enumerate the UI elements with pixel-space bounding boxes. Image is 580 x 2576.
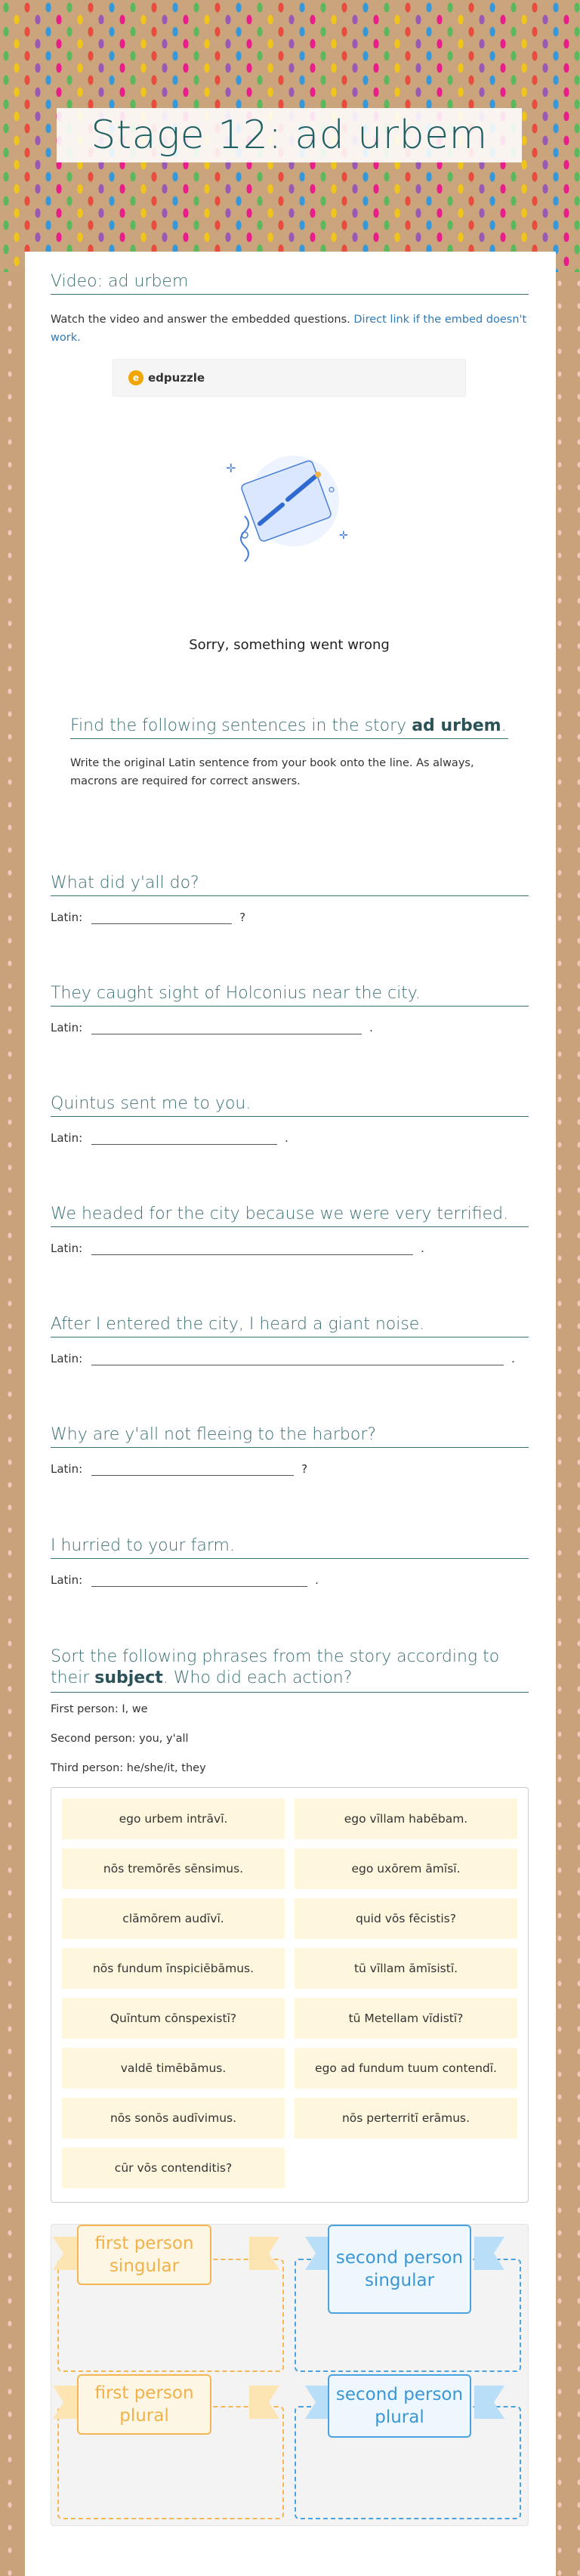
phrase-card[interactable]: cūr vōs contenditis? — [62, 2148, 285, 2188]
video-instructions — [51, 311, 529, 347]
phrase-card[interactable]: ego urbem intrāvī. — [62, 1798, 285, 1839]
question-4-prompt: We headed for the city because we were very terrified. — [51, 1205, 529, 1227]
question-5-answer-row — [51, 1352, 515, 1365]
question-1-prompt: What did y'all do? — [51, 874, 529, 896]
direct-link[interactable]: Direct link if the embed doesn't work. — [51, 314, 527, 344]
legend-first-person: First person: I, we — [51, 1703, 148, 1715]
question-3-end: . — [285, 1131, 288, 1145]
phrase-card[interactable]: tū vīllam āmīsistī. — [295, 1948, 517, 1989]
edpuzzle-brand: edpuzzle — [148, 371, 205, 385]
video-embed[interactable] — [113, 403, 466, 660]
phrase-card[interactable]: clāmōrem audīvī. — [62, 1898, 285, 1939]
phrase-card[interactable]: Quīntum cōnspexistī? — [62, 1998, 285, 2039]
question-2-answer-field[interactable] — [91, 1021, 362, 1034]
question-4-label: Latin: — [51, 1242, 83, 1255]
sort-heading — [51, 1647, 529, 1693]
zone-label-first-person-plural: first person plural — [77, 2374, 211, 2435]
question-4-end: . — [421, 1242, 424, 1255]
question-2-label: Latin: — [51, 1021, 83, 1034]
video-heading: Video: ad urbem — [51, 272, 529, 295]
phrase-bank — [51, 1787, 529, 2203]
question-7-answer-row — [51, 1573, 319, 1587]
header-banner — [0, 0, 580, 272]
sort-heading-suffix: . Who did each action? — [162, 1668, 353, 1687]
question-2-prompt: They caught sight of Holconius near the city. — [51, 984, 529, 1007]
question-7-end: . — [315, 1573, 319, 1587]
question-1-answer-row — [51, 911, 245, 924]
question-3-prompt: Quintus sent me to you. — [51, 1094, 529, 1117]
question-7-answer-field[interactable] — [91, 1573, 307, 1587]
question-6-answer-row — [51, 1462, 307, 1476]
zone-label-second-person-singular: second person singular — [328, 2225, 471, 2314]
question-6-label: Latin: — [51, 1462, 83, 1476]
sorting-drop-area — [51, 2224, 529, 2526]
question-7-prompt: I hurried to your farm. — [51, 1536, 529, 1559]
question-1-answer-field[interactable] — [91, 911, 232, 924]
legend-second-person: Second person: you, y'all — [51, 1733, 189, 1745]
video-error-message: Sorry, something went wrong — [189, 637, 390, 653]
zone-label-first-person-singular: first person singular — [77, 2225, 211, 2285]
phrase-card[interactable]: ego uxōrem āmīsī. — [295, 1848, 517, 1889]
find-heading — [70, 716, 508, 739]
phrase-card[interactable]: ego vīllam habēbam. — [295, 1798, 517, 1839]
question-4-answer-row — [51, 1242, 424, 1255]
ribbon-tail-icon — [474, 2231, 504, 2271]
svg-text:✛: ✛ — [226, 461, 236, 475]
question-2-answer-row — [51, 1021, 373, 1034]
svg-text:✛: ✛ — [339, 530, 348, 542]
find-heading-story: ad urbem — [412, 716, 501, 735]
legend-third-person: Third person: he/she/it, they — [51, 1762, 206, 1774]
video-instructions-text: Watch the video and answer the embedded questions. — [51, 314, 350, 326]
question-3-answer-field[interactable] — [91, 1131, 277, 1145]
sort-heading-bold: subject — [94, 1668, 163, 1687]
phrase-card[interactable]: tū Metellam vīdistī? — [295, 1998, 517, 2039]
ribbon-tail-icon — [249, 2380, 279, 2420]
phrase-card[interactable]: nōs tremōrēs sēnsimus. — [62, 1848, 285, 1889]
content-card — [25, 252, 556, 2576]
phrase-card[interactable]: valdē timēbāmus. — [62, 2048, 285, 2089]
question-5-end: . — [511, 1352, 515, 1365]
find-heading-prefix: Find the following sentences in the story — [70, 716, 407, 735]
find-instructions: Write the original Latin sentence from your book onto the line. As always, macrons are required for correct answers. — [70, 757, 474, 787]
question-4-answer-field[interactable] — [91, 1242, 413, 1255]
question-3-answer-row — [51, 1131, 288, 1145]
question-6-prompt: Why are y'all not fleeing to the harbor? — [51, 1425, 529, 1448]
phrase-card[interactable]: nōs fundum īnspiciēbāmus. — [62, 1948, 285, 1989]
ribbon-tail-icon — [474, 2380, 504, 2420]
question-5-label: Latin: — [51, 1352, 83, 1365]
find-heading-suffix: . — [501, 716, 507, 735]
question-5-prompt: After I entered the city, I heard a giant noise. — [51, 1315, 529, 1337]
question-1-label: Latin: — [51, 911, 83, 924]
question-6-end: ? — [301, 1462, 308, 1476]
zone-label-second-person-plural: second person plural — [328, 2374, 471, 2438]
question-5-answer-field[interactable] — [91, 1352, 504, 1365]
broken-pencil-illustration-icon — [113, 403, 466, 629]
page-title: Stage 12: ad urbem — [57, 108, 522, 162]
phrase-card[interactable]: nōs sonōs audīvimus. — [62, 2098, 285, 2138]
edpuzzle-embed-header — [113, 359, 466, 397]
question-7-label: Latin: — [51, 1573, 83, 1587]
ribbon-tail-icon — [249, 2231, 279, 2271]
edpuzzle-logo-icon: e — [128, 370, 143, 385]
sort-heading-prefix: Sort the following phrases from the story according to their — [51, 1647, 500, 1687]
phrase-card[interactable]: ego ad fundum tuum contendī. — [295, 2048, 517, 2089]
question-2-end: . — [369, 1021, 373, 1034]
phrase-card[interactable]: quid vōs fēcistis? — [295, 1898, 517, 1939]
question-1-end: ? — [239, 911, 246, 924]
question-6-answer-field[interactable] — [91, 1462, 294, 1476]
phrase-card[interactable]: nōs perterritī erāmus. — [295, 2098, 517, 2138]
question-3-label: Latin: — [51, 1131, 83, 1145]
